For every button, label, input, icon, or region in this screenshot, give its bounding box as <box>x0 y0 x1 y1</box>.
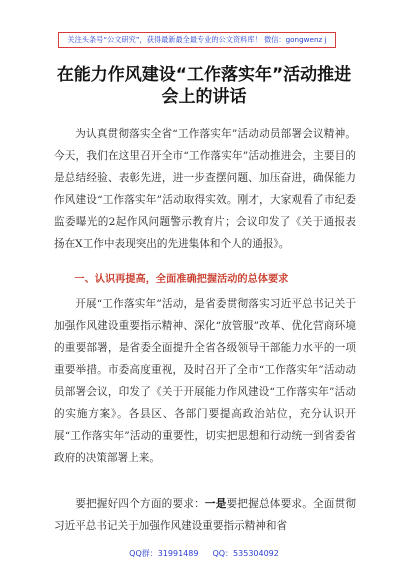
intro-paragraph: 为认真贯彻落实全省“工作落实年”活动动员部署会议精神。今天，我们在这里召开全市“工作落实年”活动推进会，主要目的是总结经验、表彰先进，进一步查摆问题、加压奋进，确保能力作风建设“工作落实年”活动取得实效。刚才，大家观看了市纪委监委曝光的2起作风问题警示教育片；会议印发了《关于通报表扬在X工作中表现突出的先进集体和个人的通报》。 <box>54 128 356 250</box>
section1-paragraph-block <box>54 293 356 469</box>
title-line-2: 会上的讲话 <box>161 87 247 107</box>
requirement-one-marker: 一是 <box>204 498 227 510</box>
footer-qq-group: QQ群：31991489 <box>129 549 199 558</box>
footer-contact <box>0 548 408 559</box>
document-title <box>40 64 368 108</box>
requirements-paragraph <box>54 493 356 537</box>
promo-banner <box>58 32 336 48</box>
section1-paragraph: 开展“工作落实年”活动，是省委贯彻落实习近平总书记关于加强作风建设重要指示精神、深化“放管服”改革、优化营商环境的重要部署，是省委全面提升全省各级领导干部能力水平的一项重要举措。市委高度重视，及时召开了全市“工作落实年”活动动员部署会议，印发了《关于开展能力作风建设“工作落实年”活动的实施方案》。各县区、各部门要提高政治站位，充分认识开展“工作落实年”活动的重要性，切实把思想和行动统一到省委省政府的决策部署上来。 <box>54 298 356 464</box>
title-line-1: 在能力作风建设“工作落实年”活动推进 <box>56 65 352 85</box>
requirements-paragraph-block <box>54 493 356 537</box>
promo-banner-text: 关注头条号“公文研究”，获得最新最全最专业的公文资料库！ 微信：gongwenz j <box>67 35 327 44</box>
section-heading-1: 一、认识再提高，全面准确把握活动的总体要求 <box>74 274 289 285</box>
footer-qq: QQ：535304092 <box>212 549 279 558</box>
intro-paragraph-block <box>54 123 356 255</box>
requirements-intro: 要把握好四个方面的要求： <box>75 498 205 510</box>
requirement-one-text: 要把握总体要求。全面贯彻习近平总书记关于加强作风建设重要指示精神和省 <box>54 498 357 532</box>
